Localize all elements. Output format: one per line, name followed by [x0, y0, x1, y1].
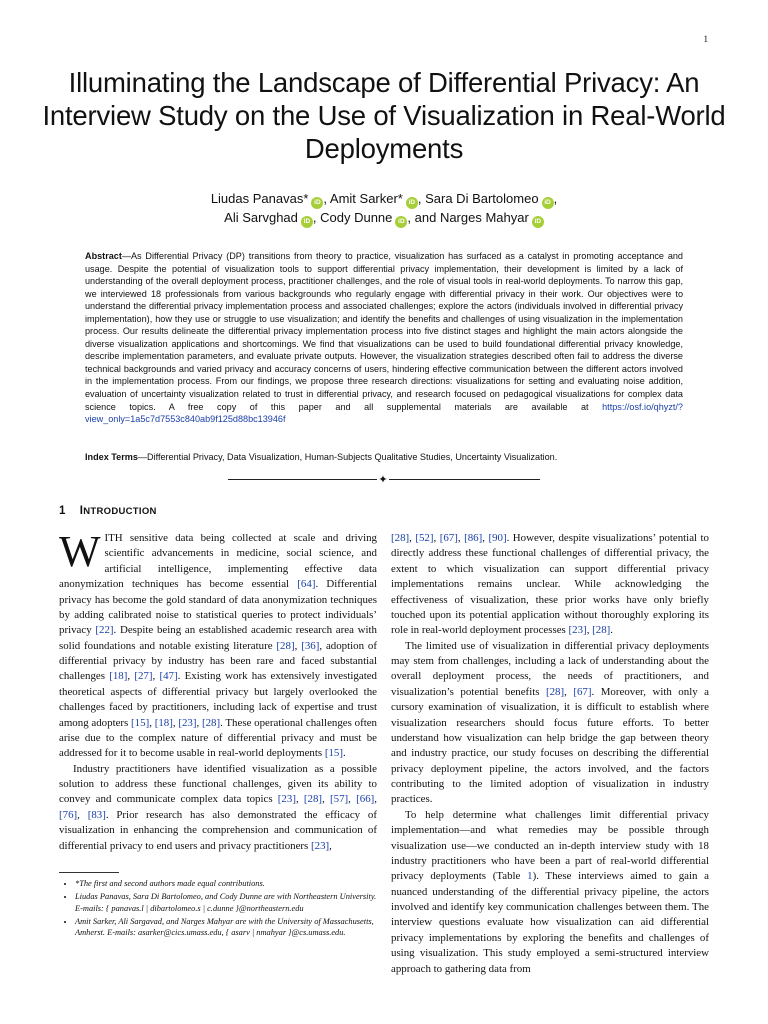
paragraph: Industry practitioners have identified visualization as a possible solution to address these functional challenges, given its ability to convey and communicate complex data topics [23], [28], [57], [66], [76], [83]. Prior research has also demonstrated the efficacy of visualization in enhancing the comprehension and communication of differential privacy to end users and privacy practitioners [23], — [59, 762, 378, 852]
citation-link[interactable]: [15] — [131, 716, 150, 729]
citation-link[interactable]: [28] — [545, 685, 565, 698]
citation-link[interactable]: [28] — [201, 716, 221, 729]
body-column-left — [59, 527, 378, 854]
citation-link[interactable]: [52] — [415, 532, 434, 544]
diamond-icon: ✦ — [378, 473, 388, 486]
citation-link[interactable]: [67] — [439, 532, 458, 544]
paragraph: WITH sensitive data being collected at scale and driving scientific advancements in medicine, social science, and artificial intelligence, implementing effective data anonymization techniques has become essential [64]. Differential privacy has become the gold standard of data anonymization techniques by adding calibrated noise to statistical queries to protect individuals’ privacy [22]. Despite being an established academic research area with solid foundations and notable existing literature [28], [36], adoption of differential privacy by industry has been rare and faced substantial challenges [18], [27], [47]. Existing work has extensively investigated theoretical aspects of differential privacy but largely overlooked the challenges faced by practitioners, including lack of expertise and trust among adopters [15], [18], [23], [28]. These operational challenges often arise due to the complex nature of differential privacy and must be addressed for it to become usable in real-world deployments [15]. — [59, 527, 377, 760]
index-terms — [85, 451, 683, 464]
author-name: Amit Sarker* — [329, 191, 403, 206]
orcid-icon[interactable]: iD — [301, 216, 313, 228]
orcid-icon[interactable]: iD — [395, 216, 407, 228]
footnotes — [59, 878, 377, 941]
body-column-right — [391, 531, 709, 977]
footnote-rule — [59, 872, 119, 873]
author-name: Sara Di Bartolomeo — [425, 191, 539, 206]
citation-link[interactable]: [28] — [276, 639, 295, 652]
citation-link[interactable]: [23] — [311, 839, 330, 852]
citation-link[interactable]: [83] — [87, 808, 106, 821]
citation-link[interactable]: [28] — [391, 532, 410, 544]
section-title-rest: NTRODUCTION — [83, 506, 157, 517]
section-heading — [59, 505, 157, 517]
citation-link[interactable]: [23] — [568, 624, 587, 637]
orcid-icon[interactable]: iD — [311, 197, 323, 209]
abstract — [85, 250, 683, 426]
citation-link[interactable]: [27] — [134, 670, 153, 683]
author-line-2: Ali Sarvghad iD , Cody Dunne iD , and Narges Mahyar iD — [40, 209, 728, 228]
author-name: Liudas Panavas* — [210, 191, 309, 206]
citation-link[interactable]: [36] — [301, 639, 320, 652]
paragraph: The limited use of visualization in differential privacy deployments may stem from challenges, including a lack of understanding about the overall deployment process, the needs of practitioners, and visualization’s potential benefits [28], [67]. Moreover, with only a cursory examination of visualization, it is difficult to establish where visualization researchers should focus future efforts. To better understand how visualization can help bridge the gap between theory and industry practice, our study focuses on describing the differential privacy deployment pipeline, the actors involved, and the factors contributing to the limited adoption of visualization in industry practices. — [391, 639, 709, 806]
citation-link[interactable]: [66] — [356, 793, 375, 806]
footnote: • Amit Sarker, Ali Sargavad, and Narges Mahyar are with the University of Massachusetts, Amherst. E-mails: asarker@cics.umass.edu, { asarv | nmahyar }@cs.umass.edu. — [75, 916, 377, 939]
supplemental-link[interactable]: https://osf.io/qhyzt/?view_only=1a5c7d7553c840ab9f125d88bc13946f — [85, 401, 683, 425]
author-name: Ali Sarvghad — [224, 210, 298, 225]
citation-link[interactable]: [22] — [95, 624, 114, 637]
citation-link[interactable]: [28] — [303, 793, 323, 806]
author-list — [40, 190, 728, 228]
citation-link[interactable]: [47] — [159, 670, 178, 683]
index-terms-label: Index Terms — [85, 452, 138, 462]
page-number: 1 — [703, 34, 708, 44]
citation-link[interactable]: [57] — [330, 793, 349, 806]
citation-link[interactable]: [76] — [59, 808, 78, 821]
citation-link[interactable]: [67] — [573, 685, 592, 698]
table-reference-link[interactable]: 1 — [527, 870, 533, 883]
citation-link[interactable]: [18] — [109, 670, 128, 683]
footnote: • Liudas Panavas, Sara Di Bartolomeo, and Cody Dunne are with Northeastern University. E-mails: { panavas.l | dibartolomeo.s | c.dunne }@northeastern.edu — [75, 891, 377, 914]
index-terms-text: —Differential Privacy, Data Visualization, Human-Subjects Qualitative Studies, Uncertainty Visualization. — [137, 452, 558, 462]
orcid-icon[interactable]: iD — [406, 197, 418, 209]
citation-link[interactable]: [86] — [464, 532, 483, 544]
citation-link[interactable]: [15] — [324, 747, 343, 760]
citation-link[interactable]: [64] — [297, 578, 316, 591]
abstract-text: —As Differential Privacy (DP) transitions from theory to practice, visualization has surfaced as a catalyst in promoting acceptance and usage. Despite the potential of visualization tools to support differential privacy implementation, their development is limited by a lack of understanding of the overall deployment process, practitioner challenges, and the role of visual tools in real-world deployments. To narrow this gap, we interviewed 18 professionals from various backgrounds who regularly engage with differential privacy in their work. Our objectives were to understand the differential privacy implementation process and associated challenges; explore the actors (individuals involved in differential privacy implementation), how they use or struggle to use visualization; and identify the benefits and challenges of using visualization in the implementation process. Our results delineate the differential privacy implementation process into five distinct stages and highlight the main actors alongside the diverse visualization applications and shortcomings. We find that visualizations can be used to build foundational differential privacy knowledge, describe implementation parameters, and evaluate private outputs. However, the visualization strategies described often fail to address the diverse technical backgrounds and varied privacy and accuracy concerns of users, hindering effective communication between the different actors involved in the implementation process. From our findings, we propose three research directions: visualizations for setting and evaluating noise addition, evaluation of uncertainty visualization related to trust in differential privacy, and research focused on pedagogical visualizations for complex data science topics. A free copy of this paper and all supplemental materials are available at — [85, 251, 683, 412]
paragraph: To help determine what challenges limit differential privacy implementation—and what remedies may be possible through visualization use—we conducted an in-depth interview study with 18 industry practitioners who have been a part of real-world differential privacy deployments (Table 1). These interviews aimed to gain a nuanced understanding of the differential privacy pipeline, the actors involved and identify key communication challenges between them. The interview questions evaluate how visualization can aid differential privacy implementations by exploring the benefits and challenges of using visualization. This study employed a semi-structured interview approach to gathering data from — [391, 808, 710, 975]
footnote: • *The first and second authors made equal contributions. — [75, 878, 377, 889]
citation-link[interactable]: [90] — [488, 532, 507, 544]
paragraph: [28], [52], [67], [86], [90]. However, despite visualizations’ potential to directly address these functional challenges of differential privacy, the extent to which visualization can support differential privacy implementations remains unclear. While acknowledging the effectiveness of visualization, these prior works have only briefly touched upon its potential application without thoroughly exploring its role in real-world deployment processes [23], [28]. — [391, 532, 710, 637]
drop-cap: W — [59, 527, 101, 576]
author-name: Cody Dunne — [320, 210, 393, 225]
paper-title: Illuminating the Landscape of Differential Privacy: An Interview Study on the Use of Visualization in Real-World Deployments — [42, 67, 726, 164]
orcid-icon[interactable]: iD — [532, 216, 544, 228]
citation-link[interactable]: [18] — [154, 716, 173, 729]
section-number: 1 — [59, 505, 66, 517]
author-name: Narges Mahyar — [439, 210, 529, 225]
author-line-1: Liudas Panavas* iD , Amit Sarker* iD , Sara Di Bartolomeo iD , — [40, 190, 728, 209]
citation-link[interactable]: [23] — [277, 793, 296, 806]
citation-link[interactable]: [23] — [178, 716, 197, 729]
section-title-initial: I — [79, 505, 84, 517]
citation-link[interactable]: [28] — [592, 624, 611, 637]
abstract-label: Abstract — [85, 251, 122, 261]
orcid-icon[interactable]: iD — [542, 197, 554, 209]
